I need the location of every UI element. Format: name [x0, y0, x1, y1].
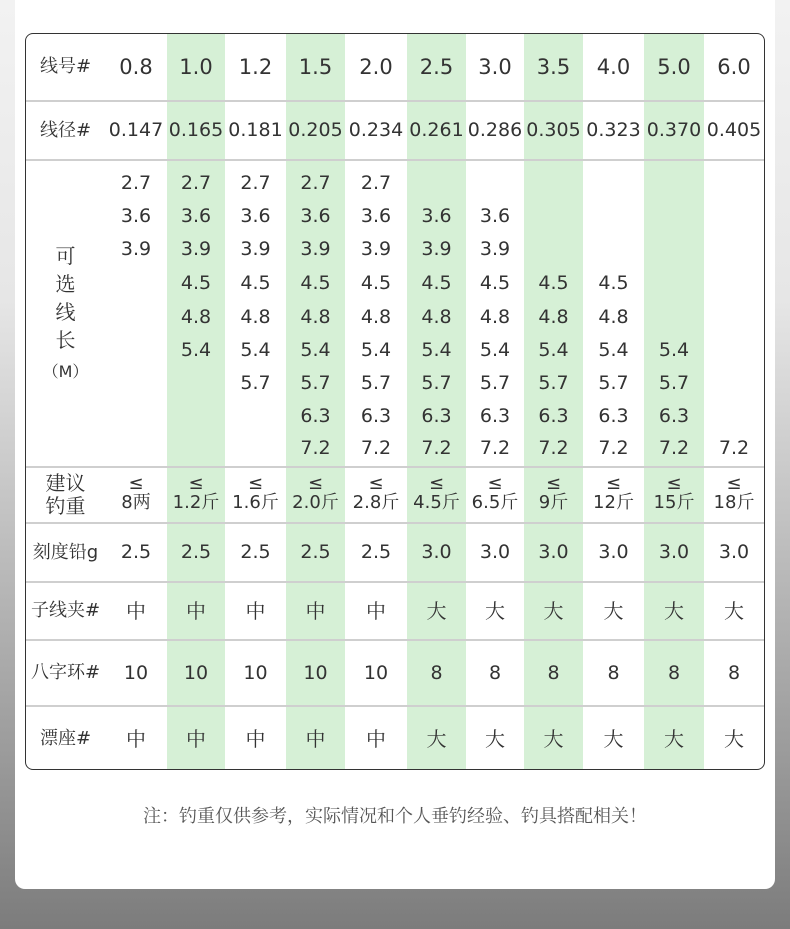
length-value: 3.9 [240, 238, 271, 260]
length-value: 3.9 [120, 238, 152, 260]
swivel-cell: 10 [123, 661, 149, 684]
clip-cell: 大 [664, 599, 684, 623]
length-value: 7.2 [538, 437, 569, 459]
length-value: 3.6 [180, 205, 212, 227]
label-diameter: 线径# [39, 119, 92, 141]
clip-cell: 大 [426, 599, 447, 623]
length-value: 4.5 [360, 272, 392, 294]
line-no-cell: 3.0 [478, 54, 512, 79]
footnote: 注：钓重仅供参考，实际情况和个人垂钓经验、钓具搭配相关！ [143, 806, 647, 827]
label-clip: 子线夹# [30, 600, 101, 621]
label-line-no: 线号# [39, 56, 92, 77]
weight-cell [407, 468, 466, 522]
weight-le-symbol: ≤ [307, 473, 324, 494]
clip-cell: 大 [485, 599, 505, 623]
swivel-cell: 8 [547, 661, 560, 684]
label-weight [26, 468, 105, 522]
weight-le-symbol: ≤ [128, 473, 144, 494]
spec-table [25, 33, 765, 770]
length-value: 4.5 [479, 272, 511, 294]
weight-value: 15斤 [653, 492, 695, 513]
length-value: 4.5 [538, 272, 569, 294]
label-lead: 刻度铅g [32, 541, 99, 563]
length-value: 4.5 [180, 272, 212, 294]
weight-cell [583, 468, 644, 522]
swivel-cell: 10 [303, 661, 328, 684]
weight-cell [105, 468, 167, 522]
weight-le-symbol: ≤ [247, 473, 264, 494]
length-value: 5.4 [658, 339, 690, 361]
length-value: 5.7 [598, 372, 629, 394]
length-value: 7.2 [598, 437, 629, 459]
lead-cell: 2.5 [240, 541, 271, 563]
length-value: 3.6 [240, 205, 271, 227]
label-length [26, 161, 105, 466]
length-value: 4.8 [538, 306, 569, 328]
weight-le-symbol: ≤ [666, 473, 682, 494]
length-value: 4.5 [300, 272, 331, 294]
weight-le-symbol: ≤ [188, 473, 204, 494]
length-value: 7.2 [718, 437, 750, 459]
length-value: 3.9 [360, 238, 392, 260]
label-weight-line1: 建议 [45, 471, 86, 495]
weight-le-symbol: ≤ [545, 473, 562, 494]
length-value: 4.5 [421, 272, 452, 294]
length-value: 6.3 [658, 405, 690, 427]
weight-cell [644, 468, 704, 522]
float-seat-cell: 大 [724, 727, 744, 751]
length-value: 3.6 [360, 205, 392, 227]
line-no-cell: 1.5 [298, 54, 333, 79]
length-value: 7.2 [360, 437, 392, 459]
weight-value: 8两 [121, 492, 151, 513]
diameter-cell: 0.147 [108, 119, 164, 141]
weight-value: 6.5斤 [471, 492, 519, 513]
weight-cell [345, 468, 407, 522]
weight-cell [524, 468, 583, 522]
line-no-cell: 2.5 [419, 54, 454, 79]
weight-le-symbol: ≤ [368, 473, 384, 494]
lead-cell: 2.5 [120, 541, 152, 563]
length-value: 3.9 [421, 238, 452, 260]
lead-cell: 3.0 [538, 541, 569, 563]
line-no-cell: 1.0 [179, 54, 213, 79]
lead-cell: 3.0 [598, 541, 629, 563]
label-length-unit: （M） [42, 361, 89, 381]
weight-value: 1.6斤 [232, 492, 279, 513]
length-value: 6.3 [421, 405, 452, 427]
float-seat-cell: 中 [305, 727, 326, 751]
length-value: 5.7 [538, 372, 569, 394]
float-seat-cell: 大 [543, 727, 564, 751]
length-value: 2.7 [300, 172, 331, 194]
length-value: 4.5 [240, 272, 271, 294]
swivel-cell: 10 [243, 661, 268, 684]
weight-le-symbol: ≤ [428, 473, 445, 494]
float-seat-cell: 中 [366, 727, 386, 751]
length-value: 5.4 [180, 339, 212, 361]
length-value: 5.4 [240, 339, 271, 361]
label-weight-line2: 钓重 [45, 494, 86, 518]
diameter-cell: 0.305 [526, 119, 581, 141]
weight-cell [704, 468, 764, 522]
length-value: 3.9 [300, 238, 331, 260]
weight-value: 9斤 [538, 492, 569, 513]
length-value: 4.8 [240, 306, 271, 328]
clip-cell: 中 [366, 599, 386, 623]
diameter-cell: 0.370 [646, 119, 702, 141]
lead-cell: 3.0 [421, 541, 452, 563]
clip-cell: 大 [724, 599, 744, 623]
clip-cell: 中 [186, 599, 206, 623]
weight-value: 2.0斤 [292, 492, 339, 513]
line-no-cell: 4.0 [596, 54, 631, 79]
length-value: 6.3 [538, 405, 569, 427]
lead-cell: 2.5 [300, 541, 331, 563]
length-value: 3.6 [421, 205, 452, 227]
length-value: 5.4 [598, 339, 629, 361]
diameter-cell: 0.323 [586, 119, 641, 141]
length-value: 2.7 [360, 172, 392, 194]
weight-value: 2.8斤 [352, 492, 400, 513]
length-value: 6.3 [598, 405, 629, 427]
length-value: 2.7 [240, 172, 271, 194]
label-length-char-0: 可 [55, 243, 76, 268]
length-value: 5.4 [479, 339, 511, 361]
row-divider [26, 159, 764, 161]
clip-cell: 中 [126, 599, 146, 623]
weight-le-symbol: ≤ [605, 473, 622, 494]
length-value: 3.9 [479, 238, 511, 260]
length-value: 2.7 [120, 172, 152, 194]
length-value: 5.4 [538, 339, 569, 361]
length-value: 3.6 [120, 205, 152, 227]
label-length-char-1: 选 [55, 271, 76, 296]
label-swivel: 八字环# [30, 662, 101, 683]
float-seat-cell: 中 [186, 727, 206, 751]
length-value: 5.7 [300, 372, 331, 394]
length-value: 6.3 [300, 405, 331, 427]
length-value: 3.6 [300, 205, 331, 227]
diameter-cell: 0.205 [288, 119, 343, 141]
weight-le-symbol: ≤ [487, 473, 503, 494]
weight-cell [225, 468, 286, 522]
weight-cell [167, 468, 225, 522]
weight-value: 18斤 [713, 492, 755, 513]
length-value: 5.7 [240, 372, 271, 394]
float-seat-cell: 大 [664, 727, 684, 751]
length-value: 7.2 [479, 437, 511, 459]
weight-value: 12斤 [593, 492, 634, 513]
length-value: 7.2 [300, 437, 331, 459]
line-no-cell: 3.5 [536, 54, 571, 79]
length-value: 5.7 [658, 372, 690, 394]
label-length-char-3: 长 [55, 327, 76, 352]
swivel-cell: 10 [363, 661, 389, 684]
lead-cell: 3.0 [479, 541, 511, 563]
length-value: 4.8 [598, 306, 629, 328]
length-value: 4.8 [300, 306, 331, 328]
float-seat-cell: 大 [426, 727, 447, 751]
length-value: 4.8 [360, 306, 392, 328]
label-length-char-2: 线 [55, 299, 76, 324]
swivel-cell: 8 [607, 661, 620, 684]
weight-cell [286, 468, 345, 522]
swivel-cell: 8 [488, 661, 502, 684]
weight-cell [466, 468, 524, 522]
clip-cell: 中 [245, 599, 266, 623]
diameter-cell: 0.234 [348, 119, 404, 141]
line-no-cell: 5.0 [657, 54, 691, 79]
length-value: 4.8 [421, 306, 452, 328]
swivel-cell: 8 [667, 661, 681, 684]
clip-cell: 中 [305, 599, 326, 623]
float-seat-cell: 大 [603, 727, 624, 751]
swivel-cell: 8 [430, 661, 443, 684]
length-value: 5.7 [421, 372, 452, 394]
diameter-cell: 0.181 [228, 119, 283, 141]
line-no-cell: 6.0 [717, 54, 751, 79]
clip-cell: 大 [543, 599, 564, 623]
line-no-cell: 2.0 [359, 54, 393, 79]
lead-cell: 3.0 [658, 541, 690, 563]
swivel-cell: 10 [183, 661, 209, 684]
length-value: 7.2 [421, 437, 452, 459]
lead-cell: 2.5 [360, 541, 392, 563]
swivel-cell: 8 [727, 661, 741, 684]
clip-cell: 大 [603, 599, 624, 623]
length-value: 6.3 [360, 405, 392, 427]
weight-value: 1.2斤 [172, 492, 220, 513]
diameter-cell: 0.286 [467, 119, 523, 141]
weight-value: 4.5斤 [413, 492, 460, 513]
length-value: 7.2 [658, 437, 690, 459]
length-value: 4.8 [180, 306, 212, 328]
length-value: 3.6 [479, 205, 511, 227]
line-no-cell: 0.8 [119, 54, 153, 79]
length-value: 5.4 [360, 339, 392, 361]
diameter-cell: 0.261 [409, 119, 464, 141]
float-seat-cell: 中 [245, 727, 266, 751]
length-value: 5.7 [360, 372, 392, 394]
length-value: 5.4 [300, 339, 331, 361]
length-value: 4.5 [598, 272, 629, 294]
float-seat-cell: 大 [485, 727, 505, 751]
length-value: 3.9 [180, 238, 212, 260]
lead-cell: 3.0 [718, 541, 750, 563]
length-value: 5.4 [421, 339, 452, 361]
line-no-cell: 1.2 [238, 54, 273, 79]
length-value: 4.8 [479, 306, 511, 328]
label-float-seat: 漂座# [39, 728, 92, 749]
diameter-cell: 0.165 [168, 119, 224, 141]
weight-le-symbol: ≤ [726, 473, 742, 494]
length-value: 5.7 [479, 372, 511, 394]
length-value: 6.3 [479, 405, 511, 427]
lead-cell: 2.5 [180, 541, 212, 563]
float-seat-cell: 中 [126, 727, 146, 751]
diameter-cell: 0.405 [706, 119, 762, 141]
length-value: 2.7 [180, 172, 212, 194]
